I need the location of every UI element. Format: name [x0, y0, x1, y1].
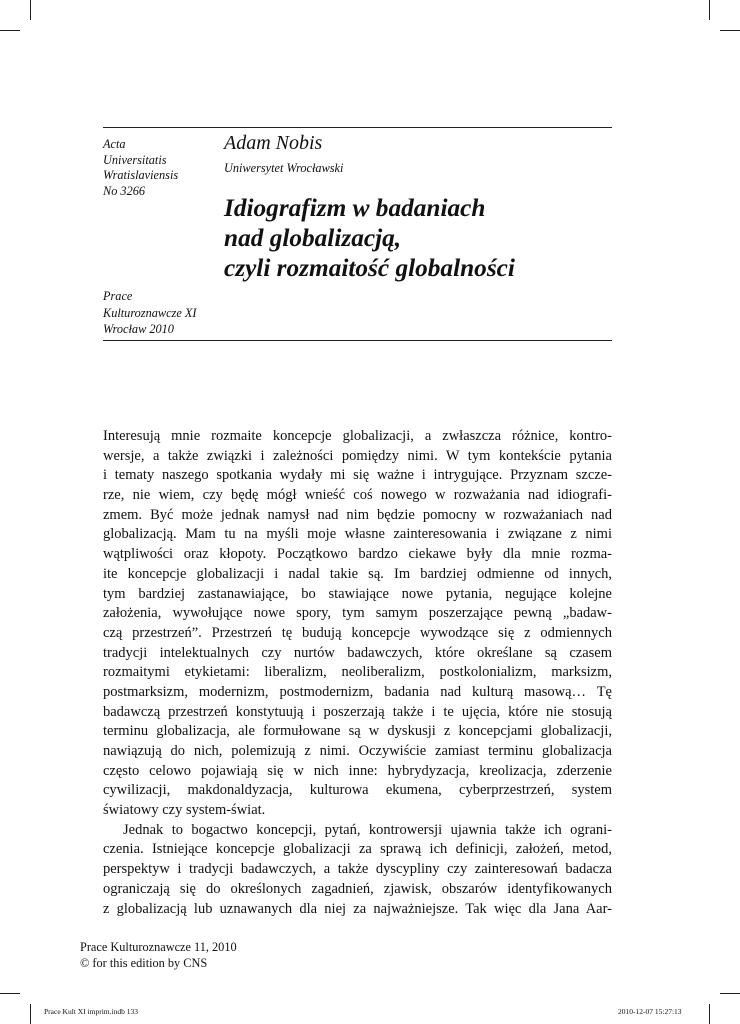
body-line: i tematy naszego spotkania wydały mi się ważne i intrygujące. Przyznam szcze- [103, 467, 612, 484]
article-title [224, 193, 612, 283]
body-line: rozmaitymi etykietami: liberalizm, neoliberalizm, postkolonializm, marksizm, [103, 664, 612, 681]
crop-mark-top-right-horizontal [720, 30, 740, 31]
crop-mark-bottom-left-vertical [30, 1004, 31, 1024]
crop-mark-top-right-vertical [709, 0, 710, 20]
body-line: perspektyw i tradycji badawczych, a także dyscypliny czy zainteresowań badacza [103, 861, 612, 878]
body-line: założenia, wywołujące nowe spory, tym samym poszerzające pewną „badaw- [103, 605, 612, 622]
author-affiliation: Uniwersytet Wrocławski [224, 161, 344, 175]
body-line: terminu globalizacja, ale formułowane są w dyskusji z koncepcjami globalizacji, [103, 723, 612, 740]
body-line: z globalizacją lub uznawanych dla niej za najważniejsze. Tak więc dla Jana Aar- [103, 900, 612, 917]
body-line: czą przestrzeń”. Przestrzeń tę budują koncepcje wywodzące się z odmiennych [103, 624, 612, 641]
crop-mark-top-left-vertical [30, 0, 31, 20]
series-info-line: Wrocław 2010 [103, 322, 174, 337]
body-line: Interesują mnie rozmaite koncepcje globalizacji, a zwłaszcza różnice, kontro- [103, 428, 612, 444]
body-line: cywilizacji, makdonaldyzacja, kulturowa ekumena, cyberprzestrzeń, system [103, 782, 612, 799]
title-line: czyli rozmaitość globalności [224, 254, 515, 282]
body-text [103, 427, 612, 919]
journal-info-line: Universitatis [103, 152, 167, 167]
journal-info-line: Acta [103, 137, 126, 151]
journal-info-line: No 3266 [103, 184, 146, 199]
body-line: badawczą przestrzeń konstytuują i poszerzają także i te ujęcia, które nie stosują [103, 703, 612, 720]
crop-mark-bottom-right-vertical [709, 1004, 710, 1024]
crop-mark-bottom-left-horizontal [0, 993, 20, 994]
footer-copyright [80, 940, 237, 971]
series-info-line: Kulturoznawcze XI [103, 305, 197, 320]
journal-info-line: Wratislaviensis [103, 168, 179, 183]
series-info [103, 288, 196, 338]
body-line: światowy czy system-świat. [103, 802, 266, 819]
header-bottom-rule [103, 340, 612, 341]
footer-line: Prace Kulturoznawcze 11, 2010 [80, 940, 237, 954]
body-line: nawiązują do nich, polemizują z nimi. Oczywiście zamiast terminu globalizacja [103, 743, 612, 759]
print-slug-timestamp: 2010-12-07 15:27:13 [618, 1007, 682, 1016]
author-name: Adam Nobis [224, 132, 323, 154]
body-line: ite koncepcje globalizacji i nadal takie są. Im bardziej odmienne od innych, [103, 565, 612, 582]
crop-mark-bottom-right-horizontal [720, 993, 740, 994]
crop-mark-top-left-horizontal [0, 30, 20, 31]
body-line: często celowo pojawiają się w nich inne: hybrydyzacja, kreolizacja, zderzenie [103, 762, 612, 779]
body-line: globalizacją. Mam tu na myśli moje własne zainteresowania i związane z nimi [103, 526, 612, 543]
body-line: postmarksizm, modernizm, postmodernizm, badania nad kulturą masową… Tę [103, 683, 612, 700]
journal-info [103, 137, 178, 200]
body-line: tradycji intelektualnych czy nurtów badawczych, które określane są czasem [103, 644, 612, 661]
body-line: wersje, a także związki i zależności pomiędzy nimi. W tym kontekście pytania [103, 447, 612, 464]
print-slug-file: Prace Kult XI imprim.indb 133 [44, 1007, 138, 1016]
series-info-line: Prace [103, 289, 133, 303]
body-line: zmem. Być może jednak namysł nad nim będzie pomocny w rozważaniach nad [103, 506, 612, 523]
body-line: Jednak to bogactwo koncepcji, pytań, kontrowersji ujawnia także ich ograni- [123, 821, 612, 838]
body-line: tym bardziej zastanawiające, bo stawiające nowe pytania, negujące kolejne [103, 585, 612, 602]
body-line: czenia. Istniejące koncepcje globalizacji za sprawą ich definicji, założeń, metod, [103, 841, 612, 858]
body-line: ograniczają się do określonych zagadnień, zjawisk, obszarów identyfikowanych [103, 880, 612, 897]
title-line: nad globalizacją, [224, 224, 402, 252]
title-line: Idiografizm w badaniach [224, 194, 486, 222]
footer-line: © for this edition by CNS [80, 955, 208, 970]
body-line: rze, nie wiem, czy będę mógł wnieść coś nowego w rozważania nad idiografi- [103, 487, 612, 504]
body-line: wątpliwości oraz kłopoty. Początkowo bardzo ciekawe były dla mnie rozma- [103, 546, 612, 563]
header-top-rule [103, 127, 612, 128]
